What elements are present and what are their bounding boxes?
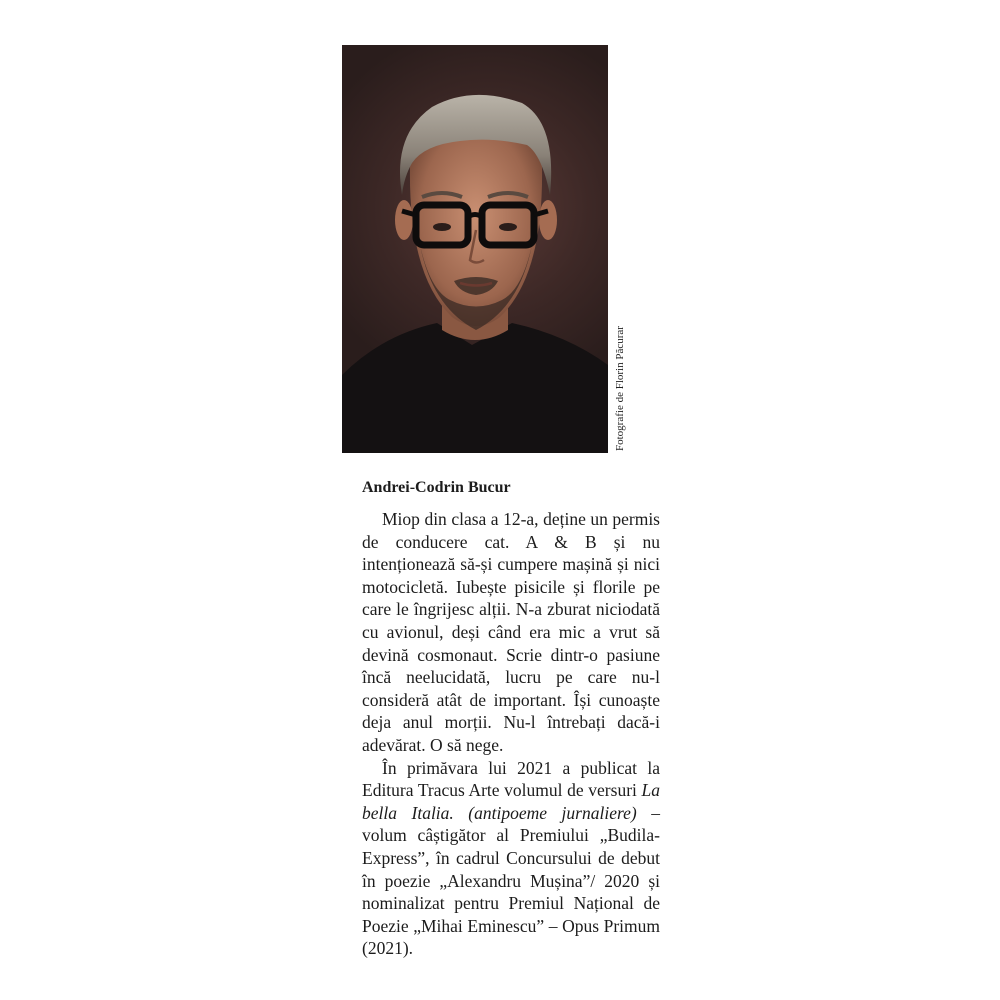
bio-paragraph-2-start: În primăvara lui 2021 a publicat la Editura Tracus Arte volumul de versuri (362, 757, 660, 801)
bio-paragraph-2-end: – volum câștigător al Premiului „Budila-Express”, în cadrul Concursului de debut în poezie „Alexandru Mușina”/ 2020 și nominalizat pentru Premiul Național de Poezie „Mihai Eminescu” – Opus Primum (2021). (362, 802, 660, 959)
author-portrait-icon (342, 45, 608, 453)
bio-paragraph-1: Miop din clasa a 12-a, deține un permis de conducere cat. A & B și nu intenționează să-și cumpere mașină și nici motocicletă. Iubește pisicile și florile pe care le îngrijesc alții. N-a zburat niciodată cu avionul, deși când era mic a vrut să devină cosmonaut. Scrie dintr-o pasiune încă neelucidată, lucru pe care nu-l consideră atât de important. Își cunoaște deja anul morții. Nu-l întrebați dacă-i adevărat. O să nege. (362, 509, 660, 755)
book-title: La bella Italia. (antipoeme jurnaliere) (362, 780, 660, 823)
author-bio (362, 508, 660, 960)
author-portrait-photo (342, 45, 608, 453)
author-name: Andrei-Codrin Bucur (362, 479, 511, 496)
bio-paragraph-2 (362, 757, 660, 960)
photo-credit: Fotografie de Florin Păcurar (614, 326, 626, 451)
